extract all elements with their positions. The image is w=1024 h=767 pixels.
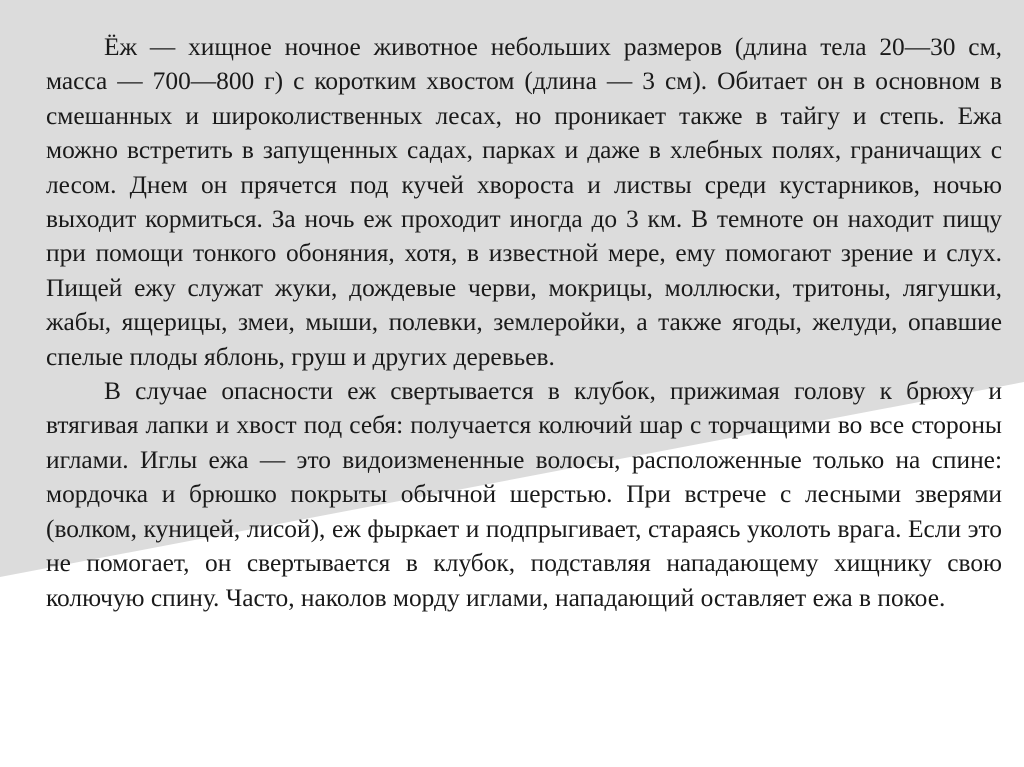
text-body: [46, 30, 1002, 615]
paragraph-1: Ёж — хищное ночное животное небольших размеров (длина тела 20—30 см, масса — 700—800 г) с коротким хвостом (длина — 3 см). Обитает он в основном в смешанных и широколиственных лесах, но проникает также в тайгу и степь. Ежа можно встретить в запущенных садах, парках и даже в хлебных полях, граничащих с лесом. Днем он прячется под кучей хвороста и листвы среди кустарников, ночью выходит кормиться. За ночь еж проходит иногда до 3 км. В темноте он находит пищу при помощи тонкого обоняния, хотя, в известной мере, ему помогают зрение и слух. Пищей ежу служат жуки, дождевые черви, мокрицы, моллюски, тритоны, лягушки, жабы, ящерицы, змеи, мыши, полевки, землеройки, а также ягоды, желуди, опавшие спелые плоды яблонь, груш и других деревьев.: [46, 33, 1002, 371]
paragraph-2: В случае опасности еж свертывается в клубок, прижимая голову к брюху и втягивая лапки и хвост под себя: получается колючий шар с торчащими во все стороны иглами. Иглы ежа — это видоизмененные волосы, расположенные только на спине: мордочка и брюшко покрыты обычной шерстью. При встрече с лесными зверями (волком, куницей, лисой), еж фыркает и подпрыгивает, стараясь уколоть врага. Если это не помогает, он свертывается в клубок, подставляя нападающему хищнику свою колючую спину. Часто, наколов морду иглами, нападающий оставляет ежа в покое.: [46, 377, 1002, 612]
